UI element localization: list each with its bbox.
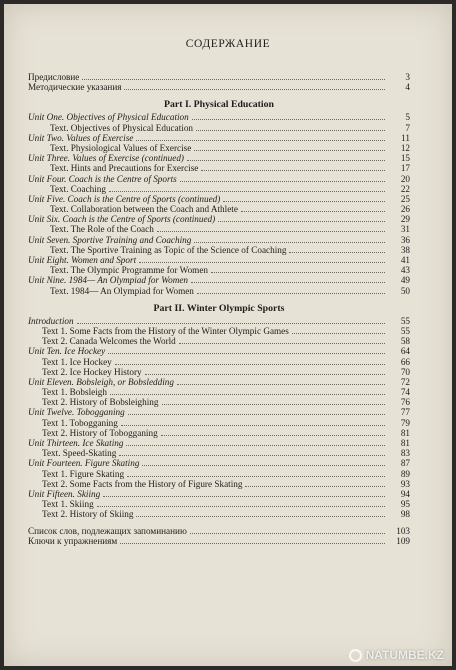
toc-entry xyxy=(28,72,410,82)
dot-leader xyxy=(119,449,385,456)
dot-leader xyxy=(77,317,385,324)
toc-entry xyxy=(28,123,410,133)
toc-entry-title: Ключи к упражнениям xyxy=(28,535,118,546)
toc-page-number: 83 xyxy=(400,448,410,459)
dot-leader xyxy=(136,510,385,517)
dot-leader xyxy=(191,276,385,283)
page-title: СОДЕРЖАНИЕ xyxy=(185,38,271,50)
toc-entry xyxy=(28,184,410,194)
toc-entry-title: Text. 1984— An Olympiad for Women xyxy=(50,285,194,296)
toc-page-number: 17 xyxy=(400,163,410,174)
toc-entry xyxy=(28,163,410,173)
toc-entry-title: Text 2. Some Facts from the History of Figure Skating xyxy=(42,478,243,489)
toc-entry xyxy=(28,367,410,377)
toc-page-number: 77 xyxy=(400,407,410,418)
toc-entry-title: Unit Fifteen. Skiing xyxy=(28,488,101,499)
dot-leader xyxy=(109,185,385,192)
toc-entry-title: Text 2. Ice Hockey History xyxy=(42,366,142,377)
toc-page-number: 3 xyxy=(405,72,410,82)
toc-entry xyxy=(28,438,410,448)
dot-leader xyxy=(201,164,385,171)
dot-leader xyxy=(97,500,385,507)
dot-leader xyxy=(162,398,386,405)
toc-page-number: 94 xyxy=(400,488,410,499)
dot-leader xyxy=(292,327,385,334)
toc-entry-title: Text. The Role of the Coach xyxy=(50,224,154,235)
watermark xyxy=(349,648,444,662)
dot-leader xyxy=(157,225,385,232)
dot-leader xyxy=(161,429,385,436)
dot-leader xyxy=(194,236,385,243)
toc-entry-title: Text 1. Skiing xyxy=(42,499,94,510)
part-2-heading: Part II. Winter Olympic Sports xyxy=(153,302,285,314)
toc-entry xyxy=(28,194,410,204)
toc-entry xyxy=(28,509,410,519)
dot-leader xyxy=(194,144,385,151)
toc-entry-title: Text 1. Some Facts from the History of the Winter Olympic Games xyxy=(42,325,289,336)
toc-entry-title: Text 2. History of Skiing xyxy=(42,509,134,520)
toc-page-number: 64 xyxy=(400,346,410,357)
toc-page-number: 15 xyxy=(400,153,410,164)
toc-page-number: 25 xyxy=(400,193,410,204)
toc-entry xyxy=(28,387,410,397)
toc-entry-title: Unit Two. Values of Exercise xyxy=(28,132,134,143)
toc-page-number: 66 xyxy=(400,356,410,367)
toc-page-number: 43 xyxy=(400,265,410,276)
dot-leader xyxy=(82,73,385,80)
toc-entry xyxy=(28,336,410,346)
part-2-entries xyxy=(28,316,410,520)
dot-leader xyxy=(177,378,385,385)
toc-entry xyxy=(28,316,410,326)
toc-entry xyxy=(28,397,410,407)
toc-entry xyxy=(28,489,410,499)
toc-page-number: 103 xyxy=(396,525,410,536)
toc-page-number: 31 xyxy=(400,224,410,235)
toc-entry xyxy=(28,214,410,224)
toc-entry xyxy=(28,407,410,417)
toc-page-number: 22 xyxy=(400,183,410,194)
toc-entry xyxy=(28,275,410,285)
toc-entry xyxy=(28,235,410,245)
toc-entry-title: Text 1. Figure Skating xyxy=(42,468,125,479)
dot-leader xyxy=(245,480,385,487)
toc-page-number: 95 xyxy=(400,499,410,510)
toc-entry xyxy=(28,153,410,163)
toc-entry-title: Список слов, подлежащих запоминанию xyxy=(28,525,187,536)
toc-entry xyxy=(28,448,410,458)
dot-leader xyxy=(136,134,385,141)
dot-leader xyxy=(211,266,385,273)
toc-entry xyxy=(28,143,410,153)
toc-entry-title: Text. Hints and Precautions for Exercise xyxy=(50,163,199,174)
part-1-entries xyxy=(28,112,410,295)
toc-entry-title: Unit Nine. 1984— An Olympiad for Women xyxy=(28,275,189,286)
part-1-heading: Part I. Physical Education xyxy=(164,99,274,111)
toc-page-number: 50 xyxy=(400,285,410,296)
toc-page-number: 72 xyxy=(400,376,410,387)
dot-leader xyxy=(121,419,385,426)
toc-entry-title: Unit Five. Coach is the Centre of Sports (continued) xyxy=(28,193,221,204)
toc-page-number: 76 xyxy=(400,397,410,408)
toc-page-number: 5 xyxy=(405,112,410,123)
toc-page-number: 4 xyxy=(405,82,410,93)
toc-page-number: 79 xyxy=(400,417,410,428)
dot-leader xyxy=(110,388,385,395)
toc-page-number: 29 xyxy=(400,214,410,225)
toc-entry xyxy=(28,82,410,92)
dot-leader xyxy=(289,246,385,253)
toc-page-number: 55 xyxy=(400,315,410,326)
watermark-text: NATUMBE.KZ xyxy=(365,648,444,662)
toc-page-number: 41 xyxy=(400,255,410,265)
toc-entry-title: Unit Twelve. Tobogganing xyxy=(28,407,125,418)
dot-leader xyxy=(197,287,385,294)
toc-entry-title: Text. The Sportive Training as Topic of the Science of Coaching xyxy=(50,244,287,255)
toc-page-number: 49 xyxy=(400,275,410,286)
dot-leader xyxy=(120,537,385,544)
toc-entry xyxy=(28,255,410,265)
toc-entry-title: Unit Four. Coach is the Centre of Sports xyxy=(28,173,177,184)
dot-leader xyxy=(103,490,385,497)
toc-entry xyxy=(28,499,410,509)
toc-entry-title: Text 2. History of Bobsleighing xyxy=(42,397,159,408)
toc-entry xyxy=(28,526,410,536)
toc-page-number: 89 xyxy=(400,468,410,479)
toc-entry-title: Text. The Olympic Programme for Women xyxy=(50,265,209,276)
toc-entry xyxy=(28,418,410,428)
toc-entry xyxy=(28,479,410,489)
toc-entry xyxy=(28,174,410,184)
toc-entry-title: Unit One. Objectives of Physical Education xyxy=(28,112,189,123)
toc-entry xyxy=(28,204,410,214)
toc-entry xyxy=(28,377,410,387)
dot-leader xyxy=(196,124,385,131)
toc-entry-title: Text 1. Ice Hockey xyxy=(42,356,112,367)
toc-page-number: 38 xyxy=(400,244,410,255)
toc-page-number: 98 xyxy=(400,509,410,520)
toc-entry xyxy=(28,469,410,479)
toc-entry-title: Предисловие xyxy=(28,72,80,82)
toc-page-number: 55 xyxy=(400,325,410,336)
dot-leader xyxy=(190,527,385,534)
watermark-logo-icon xyxy=(349,649,362,662)
toc-entry xyxy=(28,112,410,122)
toc-entry-title: Методические указания xyxy=(28,82,122,93)
dot-leader xyxy=(192,113,385,120)
toc-entry-title: Unit Seven. Sportive Training and Coaching xyxy=(28,234,192,245)
dot-leader xyxy=(127,470,385,477)
dot-leader xyxy=(187,154,385,161)
toc-entry-title: Unit Thirteen. Ice Skating xyxy=(28,438,124,448)
toc-entry-title: Unit Eight. Women and Sport xyxy=(28,255,137,265)
toc-entry-title: Text 1. Tobogganing xyxy=(42,417,118,428)
dot-leader xyxy=(128,408,385,415)
dot-leader xyxy=(108,347,385,354)
dot-leader xyxy=(124,83,385,90)
toc-entry-title: Introduction xyxy=(28,315,74,326)
toc-entry xyxy=(28,428,410,438)
toc-entry xyxy=(28,224,410,234)
toc-page-number: 93 xyxy=(400,478,410,489)
toc-page-number: 36 xyxy=(400,234,410,245)
dot-leader xyxy=(241,205,385,212)
dot-leader xyxy=(223,195,385,202)
toc-entry-title: Text 1. Bobsleigh xyxy=(42,387,107,398)
dot-leader xyxy=(126,439,385,446)
toc-entry xyxy=(28,458,410,468)
toc-entry-title: Text. Speed-Skating xyxy=(42,448,117,459)
toc-entry xyxy=(28,357,410,367)
toc-entry xyxy=(28,326,410,336)
dot-leader xyxy=(180,175,385,182)
toc-entry-title: Unit Six. Coach is the Centre of Sports (continued) xyxy=(28,214,216,225)
toc-page-number: 70 xyxy=(400,366,410,377)
toc-entry xyxy=(28,286,410,296)
toc-page-number: 87 xyxy=(400,458,410,469)
dot-leader xyxy=(218,215,385,222)
toc-entry-title: Unit Three. Values of Exercise (continued) xyxy=(28,153,184,164)
toc-page-number: 81 xyxy=(400,438,410,448)
toc-entry-title: Text. Coaching xyxy=(50,183,106,194)
toc-page-number: 109 xyxy=(396,535,410,546)
toc-page-number: 11 xyxy=(401,132,410,143)
dot-leader xyxy=(142,459,385,466)
toc-entry xyxy=(28,245,410,255)
toc-page-number: 74 xyxy=(400,387,410,398)
toc-entry-title: Text. Objectives of Physical Education xyxy=(50,122,194,133)
back-matter xyxy=(28,526,410,546)
toc-page-number: 20 xyxy=(400,173,410,184)
toc-entry-title: Unit Ten. Ice Hockey xyxy=(28,346,106,357)
dot-leader xyxy=(139,256,385,263)
toc-entry xyxy=(28,536,410,546)
table-of-contents xyxy=(28,72,410,546)
front-matter xyxy=(28,72,410,92)
toc-entry-title: Text. Collaboration between the Coach and Athlete xyxy=(50,204,238,215)
toc-page-number: 7 xyxy=(405,122,410,133)
dot-leader xyxy=(115,358,385,365)
toc-page-number: 26 xyxy=(400,204,410,215)
toc-entry xyxy=(28,265,410,275)
toc-entry-title: Text 2. History of Tobogganing xyxy=(42,427,158,438)
toc-entry xyxy=(28,133,410,143)
toc-entry xyxy=(28,346,410,356)
toc-entry-title: Text. Physiological Values of Exercise xyxy=(50,142,192,153)
toc-page-number: 12 xyxy=(400,142,410,153)
toc-entry-title: Text 2. Canada Welcomes the World xyxy=(42,336,176,347)
book-page xyxy=(4,4,452,666)
dot-leader xyxy=(145,368,385,375)
toc-entry-title: Unit Fourteen. Figure Skating xyxy=(28,458,140,469)
toc-entry-title: Unit Eleven. Bobsleigh, or Bobsledding xyxy=(28,376,174,387)
toc-page-number: 81 xyxy=(400,427,410,438)
dot-leader xyxy=(179,337,385,344)
toc-page-number: 58 xyxy=(400,336,410,347)
